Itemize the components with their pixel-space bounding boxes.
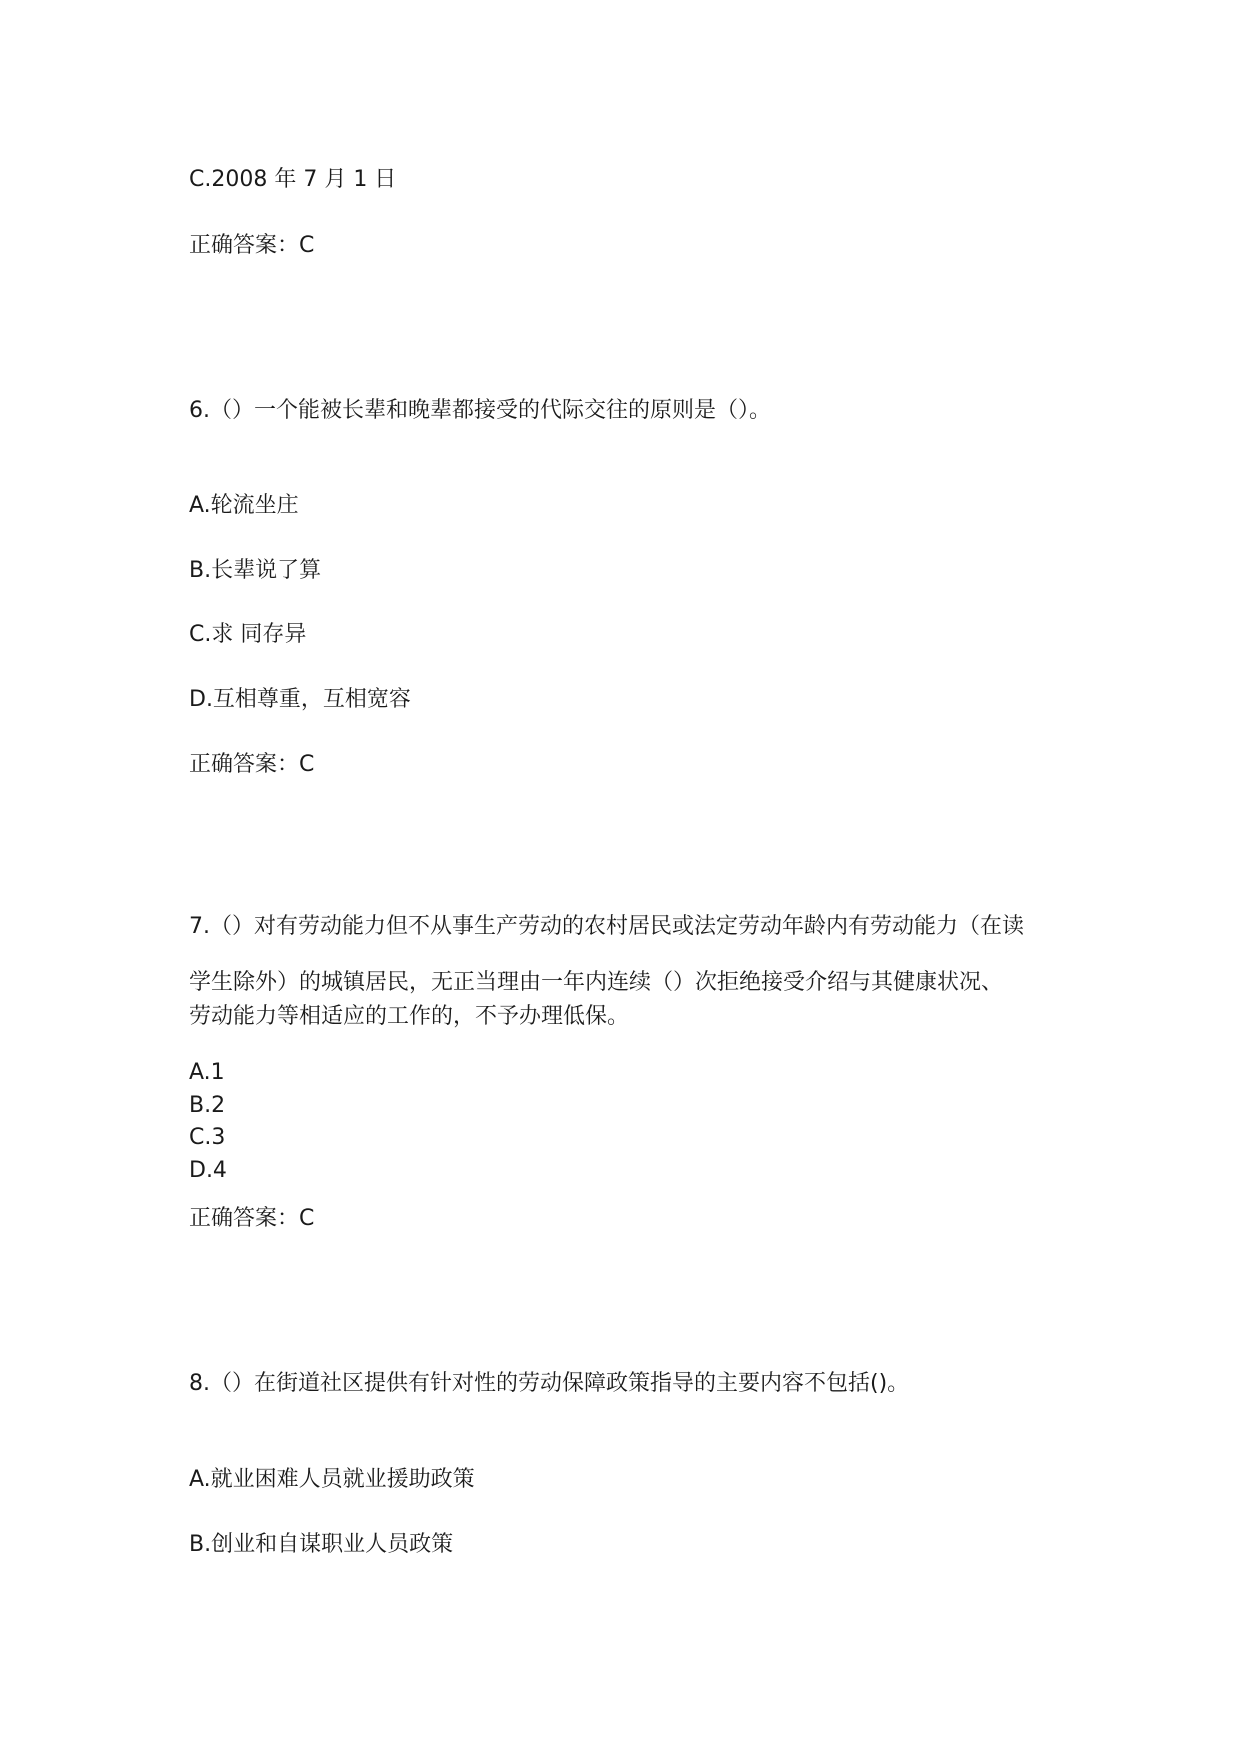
q7-option-a: A.1	[189, 1060, 225, 1085]
q7-answer: 正确答案：C	[189, 1206, 315, 1231]
q8-option-b: B.创业和自谋职业人员政策	[189, 1532, 454, 1557]
q7-option-c: C.3	[189, 1125, 226, 1150]
q7-option-b: B.2	[189, 1093, 226, 1118]
q8-stem: 8.（）在街道社区提供有针对性的劳动保障政策指导的主要内容不包括()。	[189, 1371, 910, 1396]
q6-answer: 正确答案：C	[189, 752, 315, 777]
q7-option-d: D.4	[189, 1158, 227, 1183]
q7-stem-line-1: 7.（）对有劳动能力但不从事生产劳动的农村居民或法定劳动年龄内有劳动能力（在读	[189, 914, 1024, 939]
q6-option-c: C.求 同存异	[189, 622, 307, 647]
q7-stem-line-3: 劳动能力等相适应的工作的，不予办理低保。	[189, 1004, 630, 1029]
q6-option-d: D.互相尊重，互相宽容	[189, 687, 411, 712]
prev-option-c: C.2008 年 7 月 1 日	[189, 167, 397, 192]
q8-option-a: A.就业困难人员就业援助政策	[189, 1467, 475, 1492]
q6-stem: 6.（）一个能被长辈和晚辈都接受的代际交往的原则是（）。	[189, 398, 771, 423]
q6-option-b: B.长辈说了算	[189, 558, 322, 583]
q7-stem-line-2: 学生除外）的城镇居民，无正当理由一年内连续（）次拒绝接受介绍与其健康状况、	[189, 970, 1004, 995]
q6-option-a: A.轮流坐庄	[189, 493, 299, 518]
prev-answer: 正确答案：C	[189, 233, 315, 258]
